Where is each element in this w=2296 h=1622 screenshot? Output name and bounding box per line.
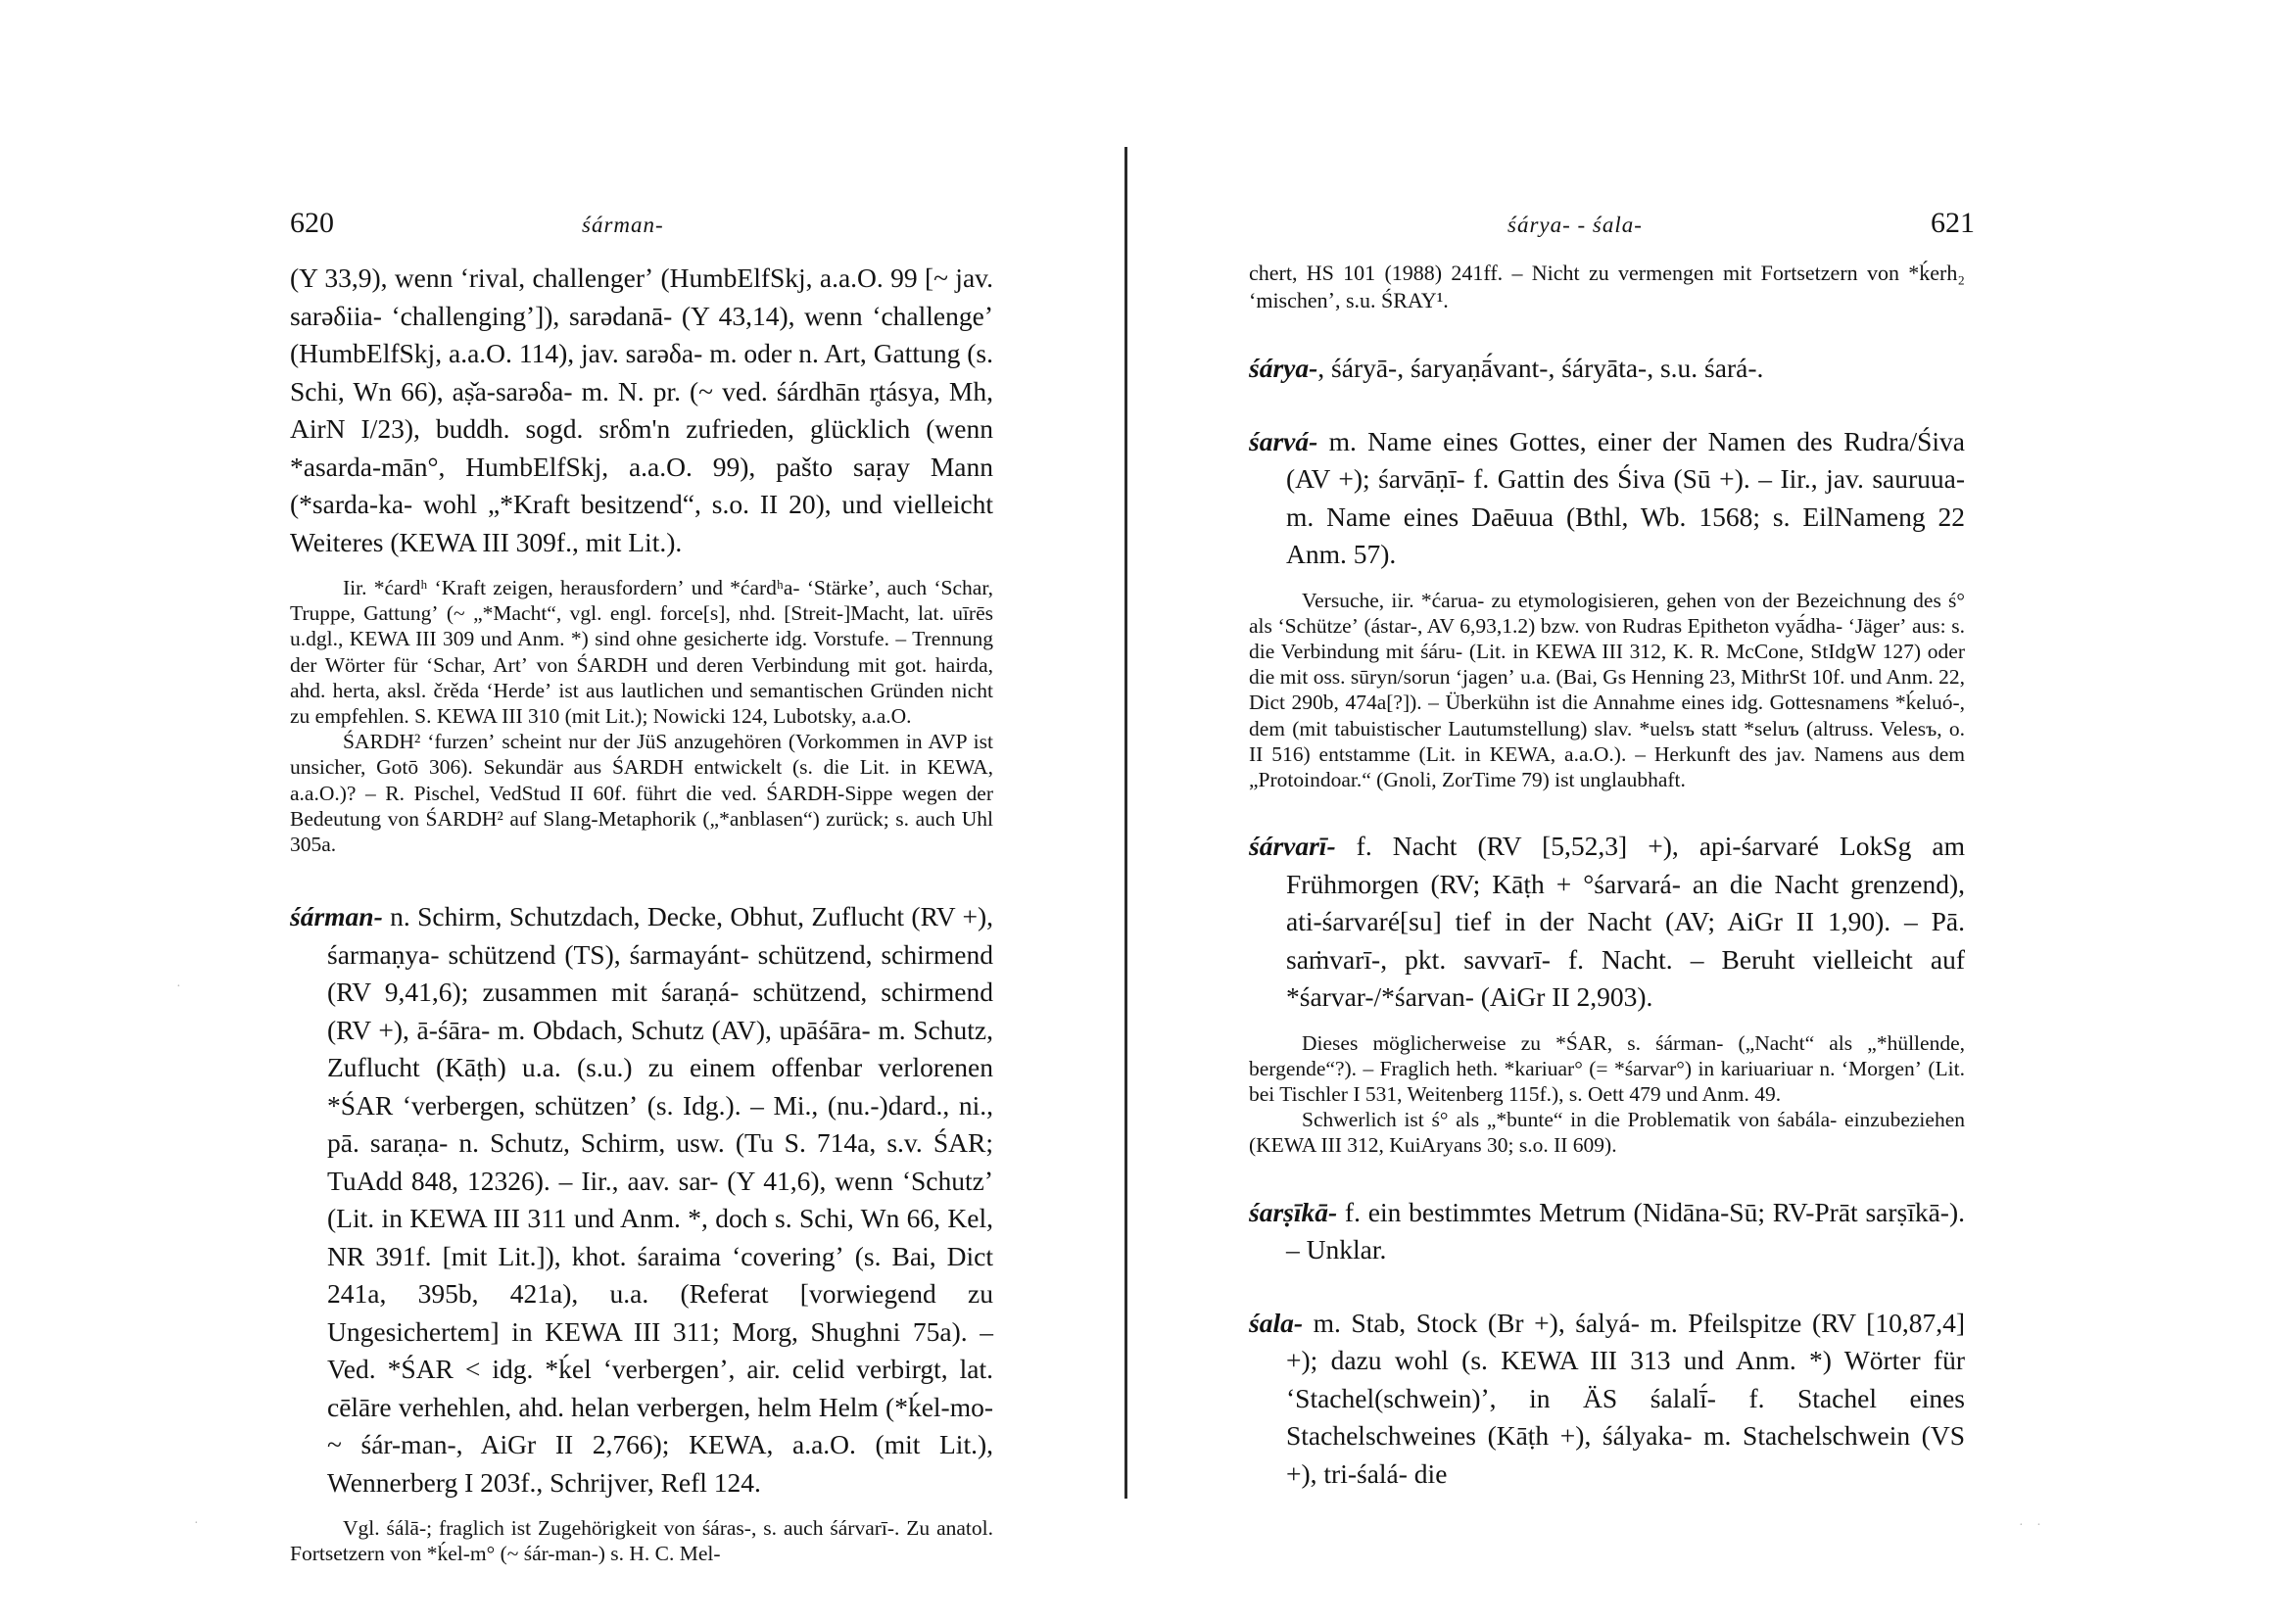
entry-sarman bbox=[290, 898, 993, 1502]
footnote-paragraph: Iir. *ćardʰ ʻKraft zeigen, herausfordernʼ und *ćardʰa- ʻStärkeʼ, auch ʻSchar, Truppe, Gattungʼ (~ „*Macht“, vgl. engl. force[s], nhd. [Streit-]Macht, lat. uīrēs u.dgl., KEWA III 309 und Anm. *) sind ohne gesicherte idg. Vorstufe. – Trennung der Wörter für ʻSchar, Artʼ von ŚARDH und deren Verbindung mit got. hairda, ahd. herta, aksl. črěda ʻHerdeʼ ist aus lautlichen und semantischen Gründen nicht zu empfehlen. S. KEWA III 310 (mit Lit.); Nowicki 124, Lubotsky, a.a.O. bbox=[290, 576, 993, 729]
entry-text: f. ein bestimmtes Metrum (Nidāna-Sū; RV-Prāt sarṣīkā-). – Unklar. bbox=[1286, 1196, 1965, 1265]
page-number-left: 620 bbox=[290, 207, 334, 239]
entry-text: , śáryā-, śaryaṇā́vant-, śáryāta-, s.u. śará-. bbox=[1317, 353, 1764, 383]
footnote-paragraph: Schwerlich ist ś° als „*bunte“ in die Problematik von śabála- einzubeziehen (KEWA III 312, KuiAryans 30; s.o. II 609). bbox=[1249, 1108, 1965, 1158]
running-head-right: śárya- - śala- bbox=[1507, 213, 1643, 237]
headword: śala- bbox=[1249, 1307, 1303, 1338]
page-number-right: 621 bbox=[1931, 207, 1975, 239]
entry-text: n. Schirm, Schutzdach, Decke, Obhut, Zuflucht (RV +), śarmaṇya- schützend (TS), śarmayánt- schützend, schirmend (RV 9,41,6); zusammen mit śaraṇá- schützend, schirmend (RV +), ā-śāra- m. Obdach, Schutz (AV), upāśāra- m. Schutz, Zuflucht (Kāṭh) u.a. (s.u.) zu einem offenbar verlorenen *ŚAR ʻverbergen, schützenʼ (s. Idg.). – Mi., (nu.-)dard., ni., pā. saraṇa- n. Schutz, Schirm, usw. (Tu S. 714a, s.v. ŚAR; TuAdd 848, 12326). – Iir., aav. sar- (Y 41,6), wenn ʻSchutzʼ (Lit. in KEWA III 311 und Anm. *, doch s. Schi, Wn 66, Kel, NR 391f. [mit Lit.]), khot. śaraima ʻcoveringʼ (s. Bai, Dict 241a, 395b, 421a), u.a. (Referat [vorwiegend zu Ungesichertem] in KEWA III 311; Morg, Shughni 75a). – Ved. *ŚAR < idg. *ḱel ʻverbergenʼ, air. celid verbirgt, lat. cēlāre verhehlen, ahd. helan verbergen, helm Helm (*ḱel-mo- ~ śár-man-, AiGr II 2,766); KEWA, a.a.O. (mit Lit.), Wennerberg I 203f., Schrijver, Refl 124. bbox=[327, 901, 993, 1498]
entry-text: f. Nacht (RV [5,52,3] +), api-śarvaré LokSg am Frühmorgen (RV; Kāṭh + °śarvará- an die Nacht grenzend), ati-śarvaré[su] tief in der Nacht (AV; AiGr II 1,90). – Pā. saṁvarī-, pkt. savvarī- f. Nacht. – Beruht vielleicht auf *śarvar-/*śarvan- (AiGr II 2,903). bbox=[1286, 831, 1965, 1013]
entry-sarsika bbox=[1249, 1194, 1965, 1269]
headword: śárya- bbox=[1249, 353, 1318, 383]
left-page bbox=[0, 0, 1117, 1622]
headword: śárvarī- bbox=[1249, 831, 1336, 862]
headword: śarvá- bbox=[1249, 425, 1318, 456]
footnote-paragraph: Dieses möglicherweise zu *ŚAR, s. śárman- („Nacht“ als „*hüllende, bergende“?). – Fraglich heth. *kariuar° (= *śarvar°) in kariuariuar n. ʻMorgenʼ (Lit. bei Tischler I 531, Weitenberg 115f.), s. Oett 479 und Anm. 49. bbox=[1249, 1030, 1965, 1107]
continuation-paragraph: (Y 33,9), wenn ʻrival, challengerʼ (HumbElfSkj, a.a.O. 99 [~ jav. sarəδiia- ʻchallengingʼ]), sarədanā- (Y 43,14), wenn ʻchallengeʼ (HumbElfSkj, a.a.O. 114), jav. sarəδa- m. oder n. Art, Gattung (s. Schi, Wn 66), aṣ̌a-sarəδa- m. N. pr. (~ ved. śárdhān r̥tásya, Mh, AirN I/23), buddh. sogd. srδm'n zufrieden, glücklich (wenn *asarda-mān°, HumbElfSkj, a.a.O. 99), pašto saṛay Mann (*sarda-ka- wohl „*Kraft besitzend“, s.o. II 20), und vielleicht Weiteres (KEWA III 309f., mit Lit.). bbox=[290, 262, 993, 557]
scan-speck: · bbox=[176, 979, 186, 994]
entry-text: m. Name eines Gottes, einer der Namen des Rudra/Śiva (AV +); śarvāṇī- f. Gattin des Śiva (Sū +). – Iir., jav. sauruua- m. Name eines Daēuua (Bthl, Wb. 1568; s. EilNameng 22 Anm. 57). bbox=[1286, 425, 1965, 569]
continuation-paragraph: chert, HS 101 (1988) 241ff. – Nicht zu vermengen mit Fortsetzern von *ḱerh₂ ʻmischenʼ, s.u. ŚRAY¹. bbox=[1249, 261, 1965, 312]
entry-sala bbox=[1249, 1305, 1965, 1494]
scan-speck: · bbox=[194, 1516, 204, 1531]
entry-sarya bbox=[1249, 350, 1965, 388]
footnote-paragraph: Versuche, iir. *ćarua- zu etymologisieren, gehen von der Bezeichnung des ś° als ʻSchützeʼ (ástar-, AV 6,93,1.2) bzw. von Rudras Epitheton vyā́dha- ʻJägerʼ aus: s. die Verbindung mit śáru- (Lit. in KEWA III 312, K. R. McCone, StIdgW 127) oder die mit oss. sūryn/sorun ʻjagenʼ u.a. (Bai, Gs Henning 23, MithrSt 10f. und Anm. 22, Dict 290b, 474a[?]). – Überkühn ist die Annahme eines idg. Gottesnamens *ḱeluó-, dem (mit tabuistischer Lautumstellung) slav. *uelsъ statt *seluъ (altruss. Velesъ, o. II 516) entstamme (Lit. in KEWA, a.a.O.). – Herkunft des jav. Namens aus dem „Protoindoar.“ (Gnoli, ZorTime 79) ist unglaubhaft. bbox=[1249, 588, 1965, 791]
scan-speck: · · bbox=[2019, 1518, 2046, 1533]
entry-sarva bbox=[1249, 423, 1965, 574]
right-column bbox=[1249, 260, 1965, 1493]
footnote-paragraph: Vgl. śálā-; fraglich ist Zugehörigkeit von śáras-, s. auch śárvarī-. Zu anatol. Fortsetzern von *ḱel-m° (~ śár-man-) s. H. C. Mel- bbox=[290, 1516, 993, 1566]
headword: śarṣīkā- bbox=[1249, 1196, 1338, 1227]
running-head-left: śárman- bbox=[582, 213, 664, 237]
headword: śárman- bbox=[290, 901, 383, 932]
entry-text: m. Stab, Stock (Br +), śalyá- m. Pfeilspitze (RV [10,87,4] +); dazu wohl (s. KEWA III 313 und Anm. *) Wörter für ʻStachel(schwein)ʼ, in ÄS śalalī́- f. Stachel eines Stachelschweines (Kāṭh +), śályaka- m. Stachelschwein (VS +), tri-śalá- die bbox=[1286, 1307, 1965, 1489]
entry-sarvari bbox=[1249, 828, 1965, 1017]
footnote-paragraph: ŚARDH² ʻfurzenʼ scheint nur der JüS anzugehören (Vorkommen in AVP ist unsicher, Gotō 306). Sekundär aus ŚARDH entwickelt (s. die Lit. in KEWA, a.a.O.)? – R. Pischel, VedStud II 60f. führt die ved. ŚARDH-Sippe wegen der Bedeutung von ŚARDH² auf Slang-Metaphorik („*anblasen“) zurück; s. auch Uhl 305a. bbox=[290, 730, 993, 857]
left-column bbox=[290, 260, 993, 1567]
